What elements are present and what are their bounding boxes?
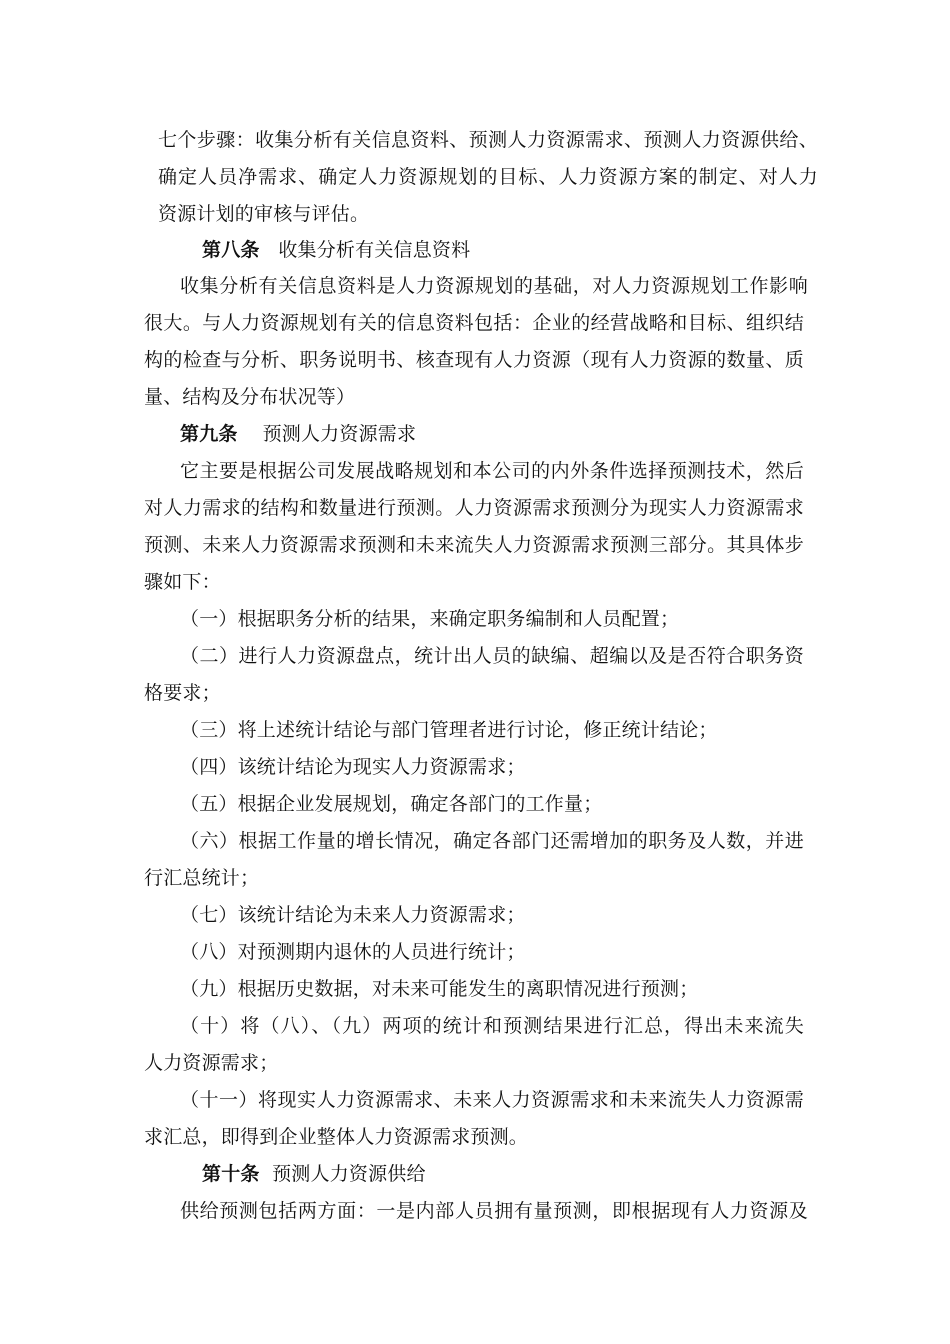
step-7: （七）该统计结论为未来人力资源需求； [180,904,526,926]
article-10-heading [202,1162,426,1186]
step-10-line-1: （十）将（八）、（九）两项的统计和预测结果进行汇总，得出未来流失 [180,1015,804,1037]
article-10-line-1: 供给预测包括两方面：一是内部人员拥有量预测，即根据现有人力资源及 [180,1200,808,1222]
article-8-number: 第八条 [202,239,260,261]
step-4: （四）该统计结论为现实人力资源需求； [180,756,526,778]
article-8-title: 收集分析有关信息资料 [278,239,471,261]
step-6-line-1: （六）根据工作量的增长情况，确定各部门还需增加的职务及人数，并进 [180,830,804,852]
article-9-number: 第九条 [180,423,238,445]
step-1: （一）根据职务分析的结果，来确定职务编制和人员配置； [180,608,680,630]
article-8-line-2: 很大。与人力资源规划有关的信息资料包括：企业的经营战略和目标、组织结 [144,312,804,334]
intro-line-2: 确定人员净需求、确定人力资源规划的目标、人力资源方案的制定、对人力 [158,166,818,188]
article-9-heading [180,422,416,446]
intro-line-3: 资源计划的审核与评估。 [158,203,370,225]
article-9-line-1: 它主要是根据公司发展战略规划和本公司的内外条件选择预测技术，然后 [180,460,804,482]
article-9-line-3: 预测、未来人力资源需求预测和未来流失人力资源需求预测三部分。其具体步 [144,534,804,556]
article-8-line-3: 构的检查与分析、职务说明书、核查现有人力资源（现有人力资源的数量、质 [144,349,804,371]
article-9-title: 预测人力资源需求 [262,423,417,445]
intro-line-1: 七个步骤：收集分析有关信息资料、预测人力资源需求、预测人力资源供给、 [158,129,818,151]
step-6-line-2: 行汇总统计； [144,867,260,889]
article-8-heading [202,238,470,262]
article-10-number: 第十条 [202,1163,260,1185]
article-8-line-1: 收集分析有关信息资料是人力资源规划的基础，对人力资源规划工作影响 [180,275,808,297]
article-10-title: 预测人力资源供给 [272,1163,426,1185]
step-2-line-1: （二）进行人力资源盘点，统计出人员的缺编、超编以及是否符合职务资 [180,645,804,667]
step-2-line-2: 格要求； [144,682,221,704]
step-5: （五）根据企业发展规划，确定各部门的工作量； [180,793,603,815]
step-11-line-1: （十一）将现实人力资源需求、未来人力资源需求和未来流失人力资源需 [180,1089,804,1111]
article-9-line-2: 对人力需求的结构和数量进行预测。人力资源需求预测分为现实人力资源需求 [144,497,804,519]
article-8-line-4: 量、结构及分布状况等） [144,386,356,408]
step-10-line-2: 人力资源需求； [144,1052,279,1074]
step-8: （八）对预测期内退休的人员进行统计； [180,941,526,963]
article-9-line-4: 骤如下： [144,571,221,593]
step-11-line-2: 求汇总，即得到企业整体人力资源需求预测。 [144,1126,529,1148]
step-9: （九）根据历史数据，对未来可能发生的离职情况进行预测； [180,978,699,1000]
step-3: （三）将上述统计结论与部门管理者进行讨论，修正统计结论； [180,719,718,741]
